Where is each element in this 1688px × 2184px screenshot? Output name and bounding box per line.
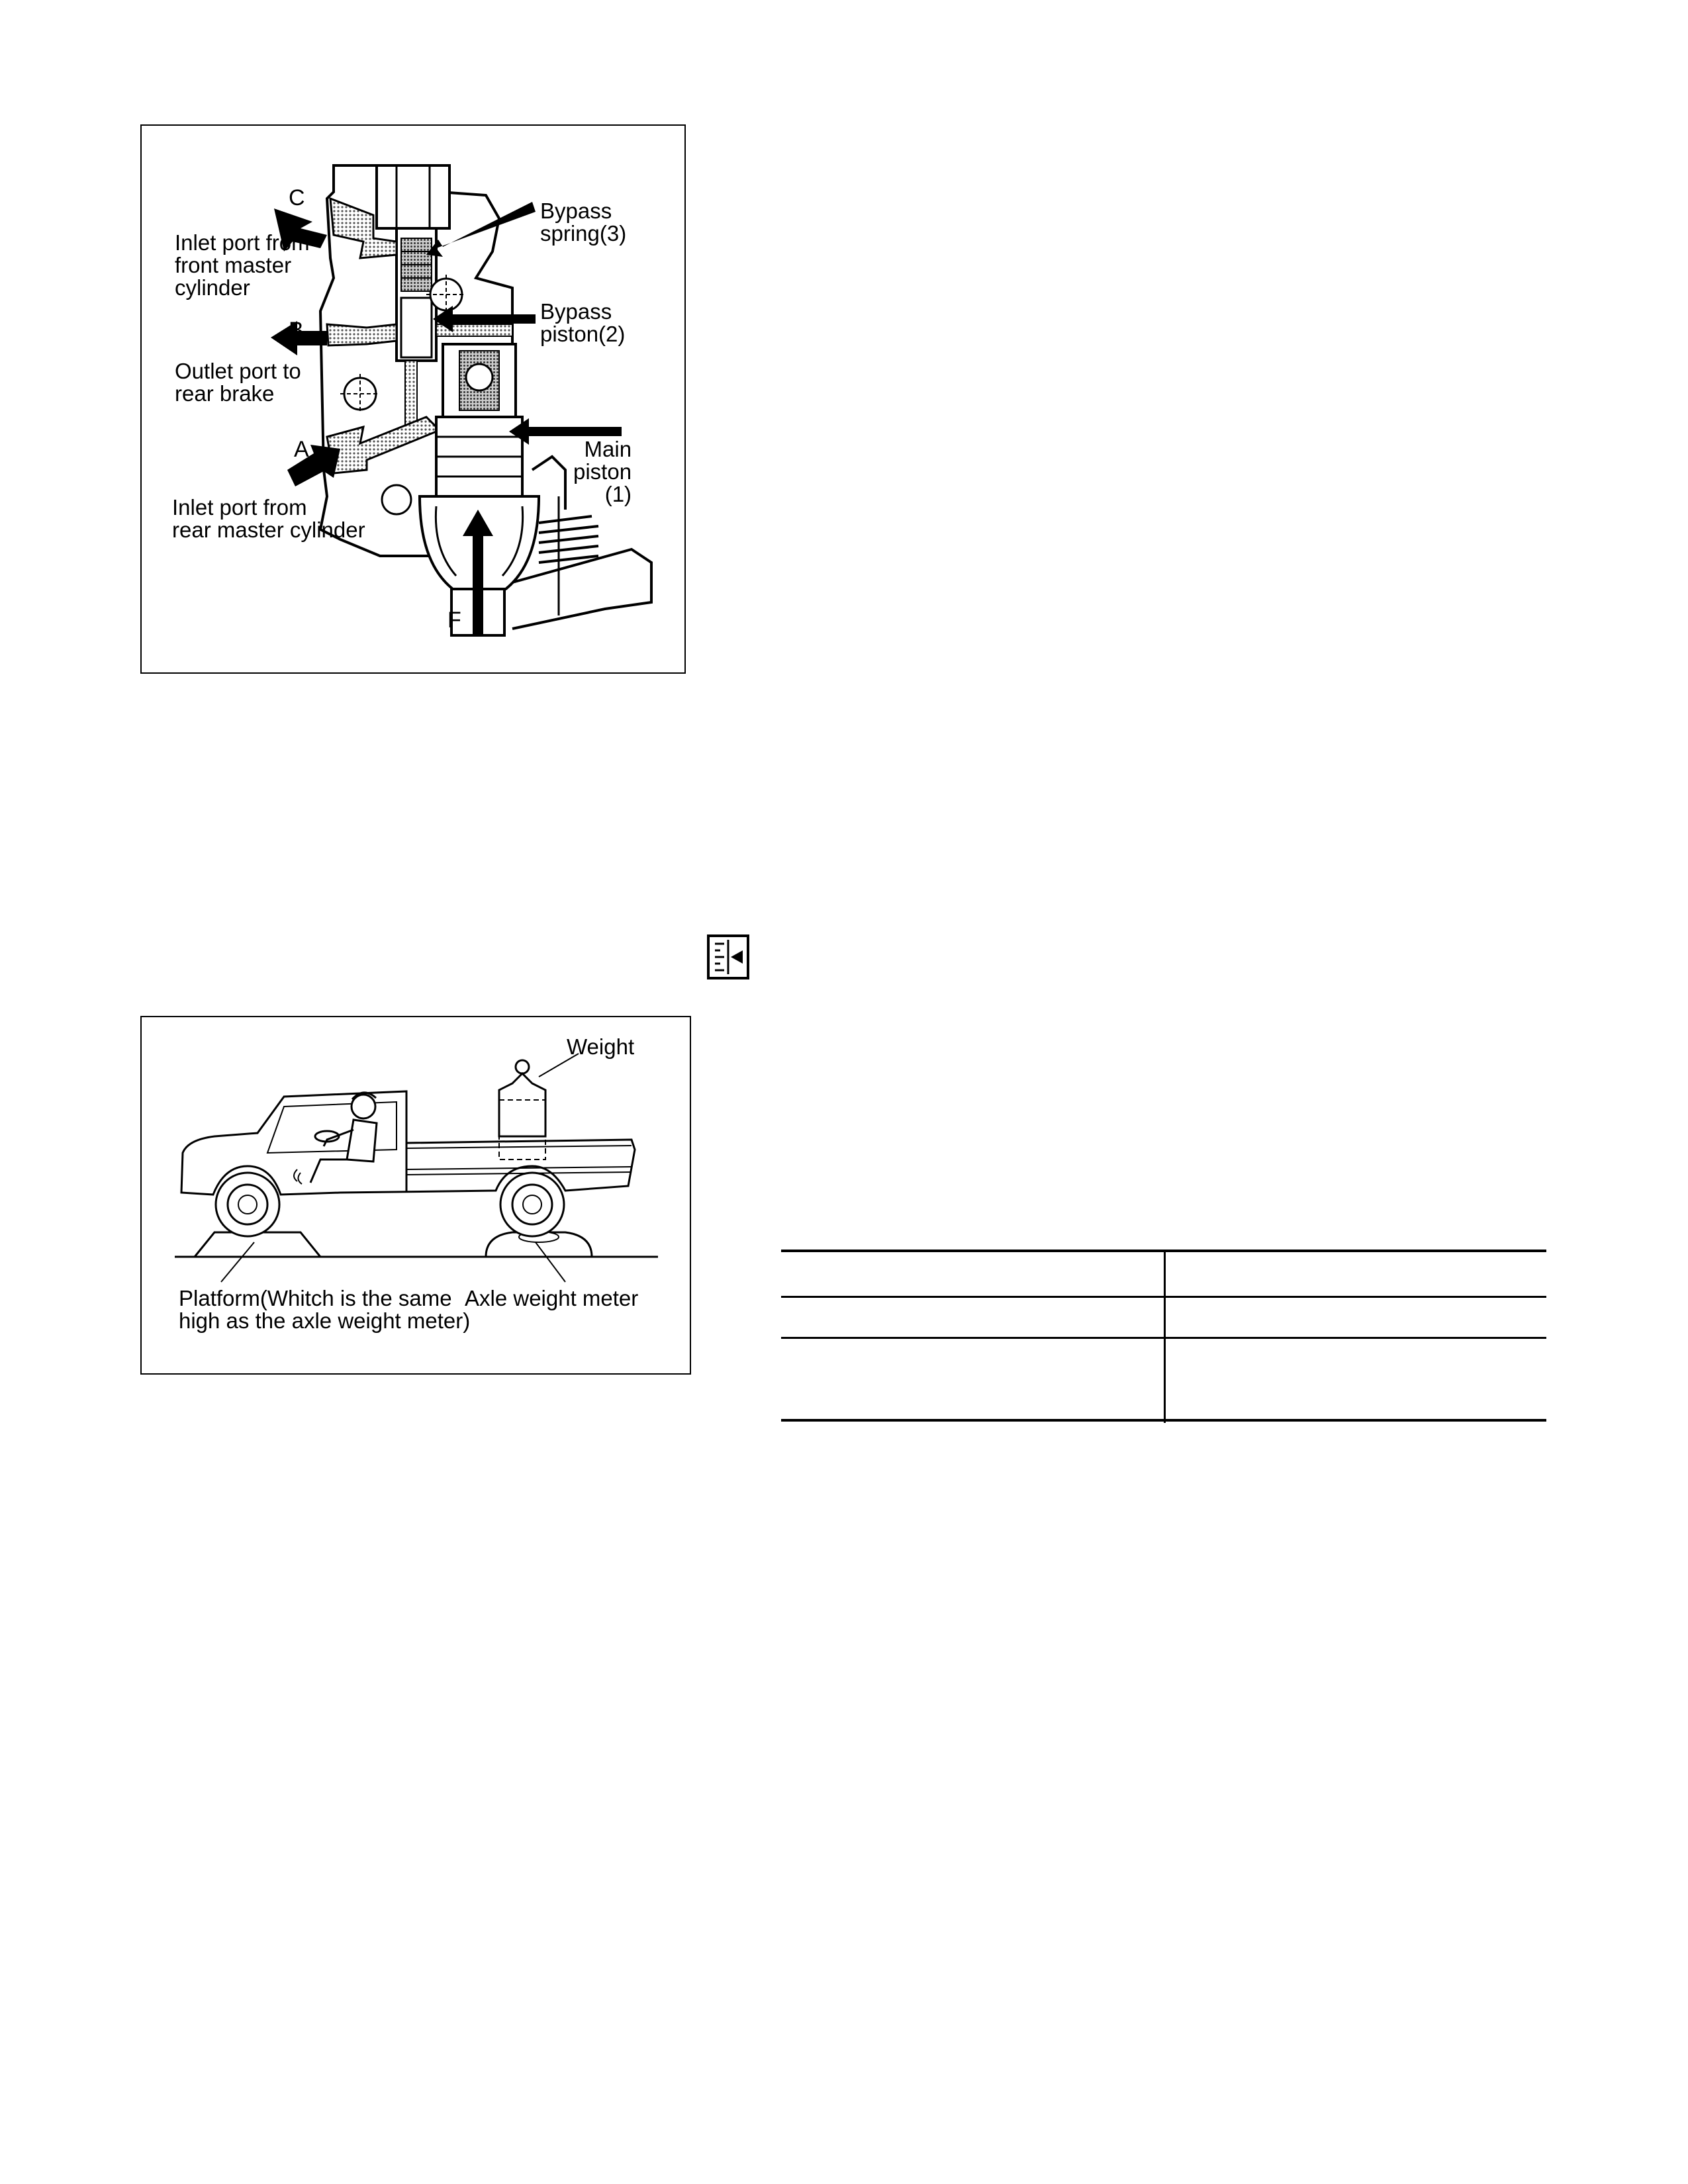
label-outlet-rear: Outlet port to rear brake [175, 359, 301, 406]
label-b: B [289, 318, 304, 343]
label-a: A [294, 437, 309, 462]
inspection-gauge-icon [707, 934, 749, 979]
label-main-piston: Main piston (1) [573, 437, 632, 506]
label-bypass-piston: Bypass piston(2) [540, 299, 626, 346]
lspv-valve-figure [140, 124, 686, 674]
label-weight: Weight [567, 1034, 635, 1059]
label-f: F [447, 608, 461, 633]
label-inlet-front: Inlet port from front master cylinder [175, 230, 310, 300]
label-platform: Platform(Whitch is the same high as the axle weight meter) [179, 1286, 471, 1333]
table-column-divider [1164, 1250, 1166, 1423]
label-bypass-spring: Bypass spring(3) [540, 199, 627, 246]
label-axle-weight-meter: Axle weight meter [465, 1286, 639, 1310]
label-c: C [289, 185, 305, 210]
axle-weight-figure [140, 1016, 691, 1375]
label-inlet-rear: Inlet port from rear master cylinder [172, 495, 365, 542]
